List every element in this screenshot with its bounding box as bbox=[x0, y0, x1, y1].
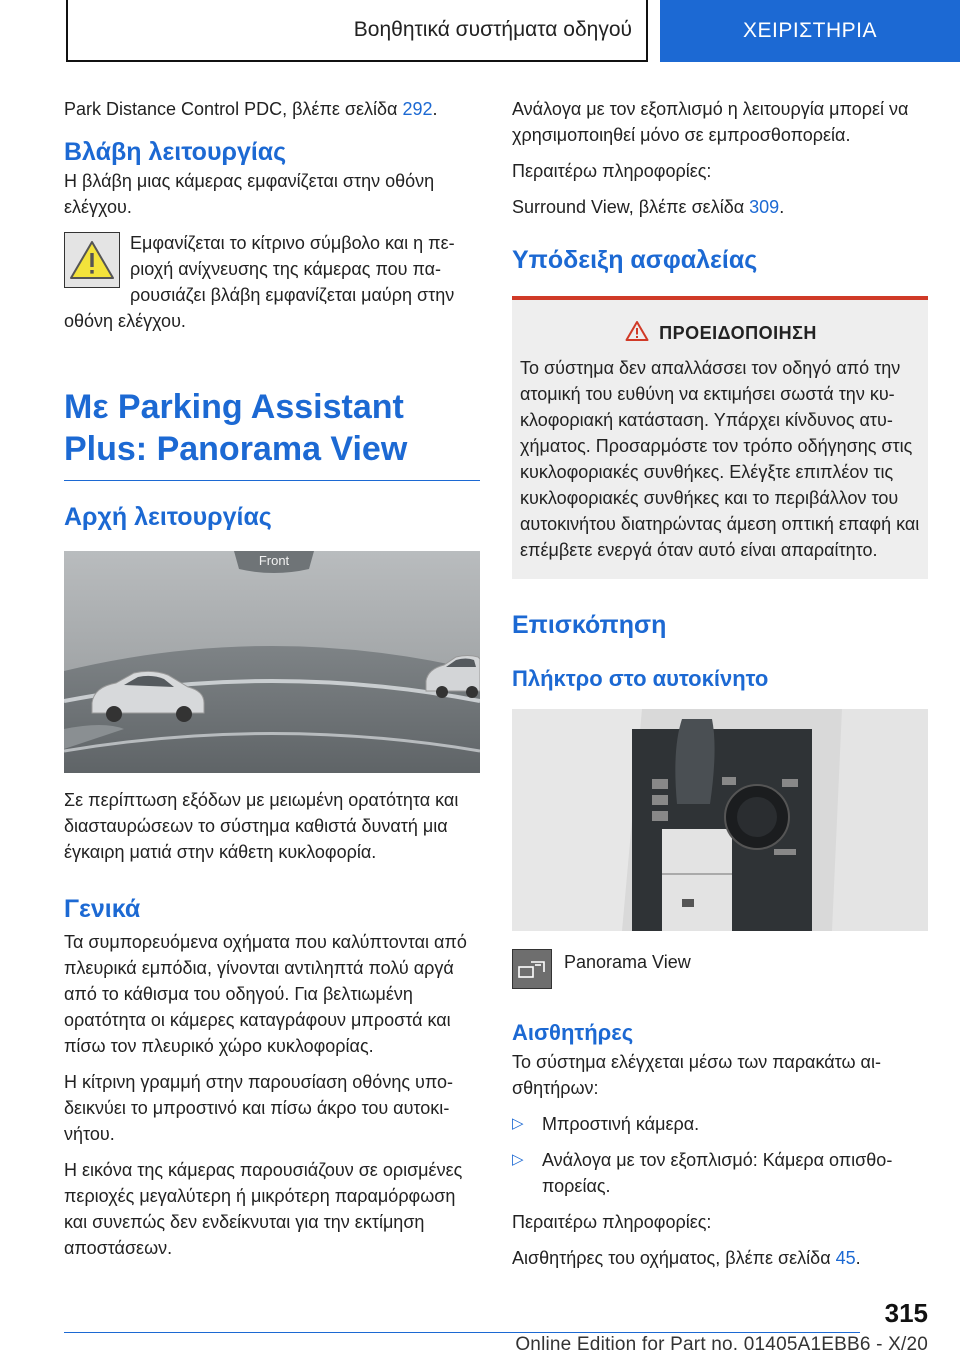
paragraph-general-3: Η εικόνα της κάμερας παρουσιάζουν σε ορισμένες περιοχές μεγαλύτερη ή μικρότερη παραμόρφωση και συνεπώς δεν ενδείκνυται για την εκτίμηση αποστάσεων. bbox=[64, 1160, 463, 1258]
page-number: 315 bbox=[884, 1298, 928, 1328]
pdc-reference: Park Distance Control PDC, βλέπε σελίδα 292. bbox=[64, 99, 438, 119]
panorama-view-icon[interactable] bbox=[512, 949, 552, 989]
page-link-292[interactable]: 292 bbox=[402, 99, 433, 119]
warning-title: ΠΡΟΕΙΔΟΠΟΙΗΣΗ bbox=[659, 323, 817, 343]
header-chapter-title: ΧΕΙΡΙΣΤΗΡΙΑ bbox=[742, 19, 877, 42]
triangle-bullet-icon: ▷ bbox=[512, 1115, 524, 1132]
sensors-reference: Αισθητήρες του οχήματος, βλέπε σελίδα 45. bbox=[512, 1248, 861, 1268]
left-column bbox=[64, 96, 480, 1271]
paragraph-symbol: Εμφανίζεται το κίτρινο σύμβολο και η περιοχή ανίχνευσης της κάμερας που παρουσιάζει βλάβη εμφανίζεται μαύρη στην οθόνη ελέγχου. bbox=[64, 233, 455, 331]
panorama-view-label: Panorama View bbox=[564, 952, 691, 972]
paragraph-general-2: Η κίτρινη γραμμή στην παρουσίαση οθόνης υποδεικνύει το μπροστινό και πίσω άκρο του αυτοκινήτου. bbox=[64, 1072, 454, 1144]
paragraph-intersections: Σε περίπτωση εξόδων με μειωμένη ορατότητα και διασταυρώσεων το σύστημα καθιστά δυνατή μια έγκαιρη ματιά στην κάθετη κυκλοφορία. bbox=[64, 790, 459, 862]
surround-view-reference: Surround View, βλέπε σελίδα 309. bbox=[512, 197, 785, 217]
front-label: Front bbox=[258, 553, 290, 568]
warning-triangle-icon bbox=[625, 320, 649, 347]
panorama-view-button-row bbox=[512, 949, 928, 989]
triangle-bullet-icon: ▷ bbox=[512, 1151, 524, 1168]
list-item: ▷ Μπροστινή κάμερα. bbox=[512, 1111, 928, 1147]
warning-title-row bbox=[520, 320, 922, 347]
main-heading: Με Parking Assistant Plus: Panorama View bbox=[64, 388, 408, 468]
more-info-label-1: Περαιτέρω πληροφορίες: bbox=[512, 161, 712, 181]
paragraph-fault: Η βλάβη μιας κάμερας εμφανίζεται στην οθόνη ελέγχου. bbox=[64, 171, 435, 217]
list-item: ▷ Ανάλογα με τον εξοπλισμό: Κάμερα οπισθοπορείας. bbox=[512, 1147, 928, 1209]
warning-triangle-icon bbox=[64, 232, 120, 288]
footer-rule bbox=[64, 1332, 860, 1333]
footer-edition: Online Edition for Part no. 01405A1EBB6 - X/20 bbox=[515, 1334, 928, 1355]
panorama-camera-image bbox=[64, 551, 480, 773]
paragraph-equipment: Ανάλογα με τον εξοπλισμό η λειτουργία μπορεί να χρησιμοποιηθεί μόνο σε εμπροσθοπορεία. bbox=[512, 99, 909, 145]
heading-safety: Υπόδειξη ασφαλείας bbox=[512, 246, 758, 274]
more-info-label-2: Περαιτέρω πληροφορίες: bbox=[512, 1212, 712, 1232]
center-console-image bbox=[512, 709, 928, 931]
warning-box bbox=[512, 296, 928, 579]
heading-principle: Αρχή λειτουργίας bbox=[64, 503, 272, 531]
paragraph-general-1: Τα συμπορευόμενα οχήματα που καλύπτονται από πλευρικά εμπόδια, γίνονται αντιληπτά πολύ αργά από το κάθισμα του οδηγού. Για βελτιωμένη ορατότητα οι κάμερες καταγράφουν μπροστά και πίσω τον πλευρικό χώρο κυκλοφορίας. bbox=[64, 932, 467, 1056]
right-column bbox=[512, 96, 928, 1281]
header-section-title: Βοηθητικά συστήματα οδηγού bbox=[353, 18, 632, 41]
heading-fault: Βλάβη λειτουργίας bbox=[64, 138, 287, 166]
heading-button: Πλήκτρο στο αυτοκίνητο bbox=[512, 666, 769, 691]
heading-sensors: Αισθητήρες bbox=[512, 1020, 634, 1045]
header-section-tab bbox=[66, 0, 648, 62]
heading-overview: Επισκόπηση bbox=[512, 611, 667, 639]
warning-text: Το σύστημα δεν απαλλάσσει τον οδηγό από την ατομική του ευθύνη να εκτιμήσει σωστά την κυκλοφοριακή κατάσταση. Υπάρχει κίνδυνος ατυχήματος. Προσαρμόστε τον τρόπο οδήγησης στις κυκλοφοριακές συνθήκες. Ελέγξτε επιπλέον τις κυκλοφοριακές συνθήκες και το περιβάλλον του αυτοκινήτου διατηρώντας άμεση οπτική επαφή και επέμβετε ενεργά όταν αυτό είναι απαραίτητο. bbox=[520, 358, 920, 560]
header-chapter-tab[interactable] bbox=[660, 0, 960, 62]
page-link-309[interactable]: 309 bbox=[749, 197, 780, 217]
page-link-45[interactable]: 45 bbox=[835, 1248, 856, 1268]
heading-general: Γενικά bbox=[64, 895, 141, 923]
symbol-paragraph bbox=[64, 230, 480, 334]
paragraph-sensors: Το σύστημα ελέγχεται μέσω των παρακάτω αισθητήρων: bbox=[512, 1052, 881, 1098]
heading-rule bbox=[64, 480, 480, 481]
